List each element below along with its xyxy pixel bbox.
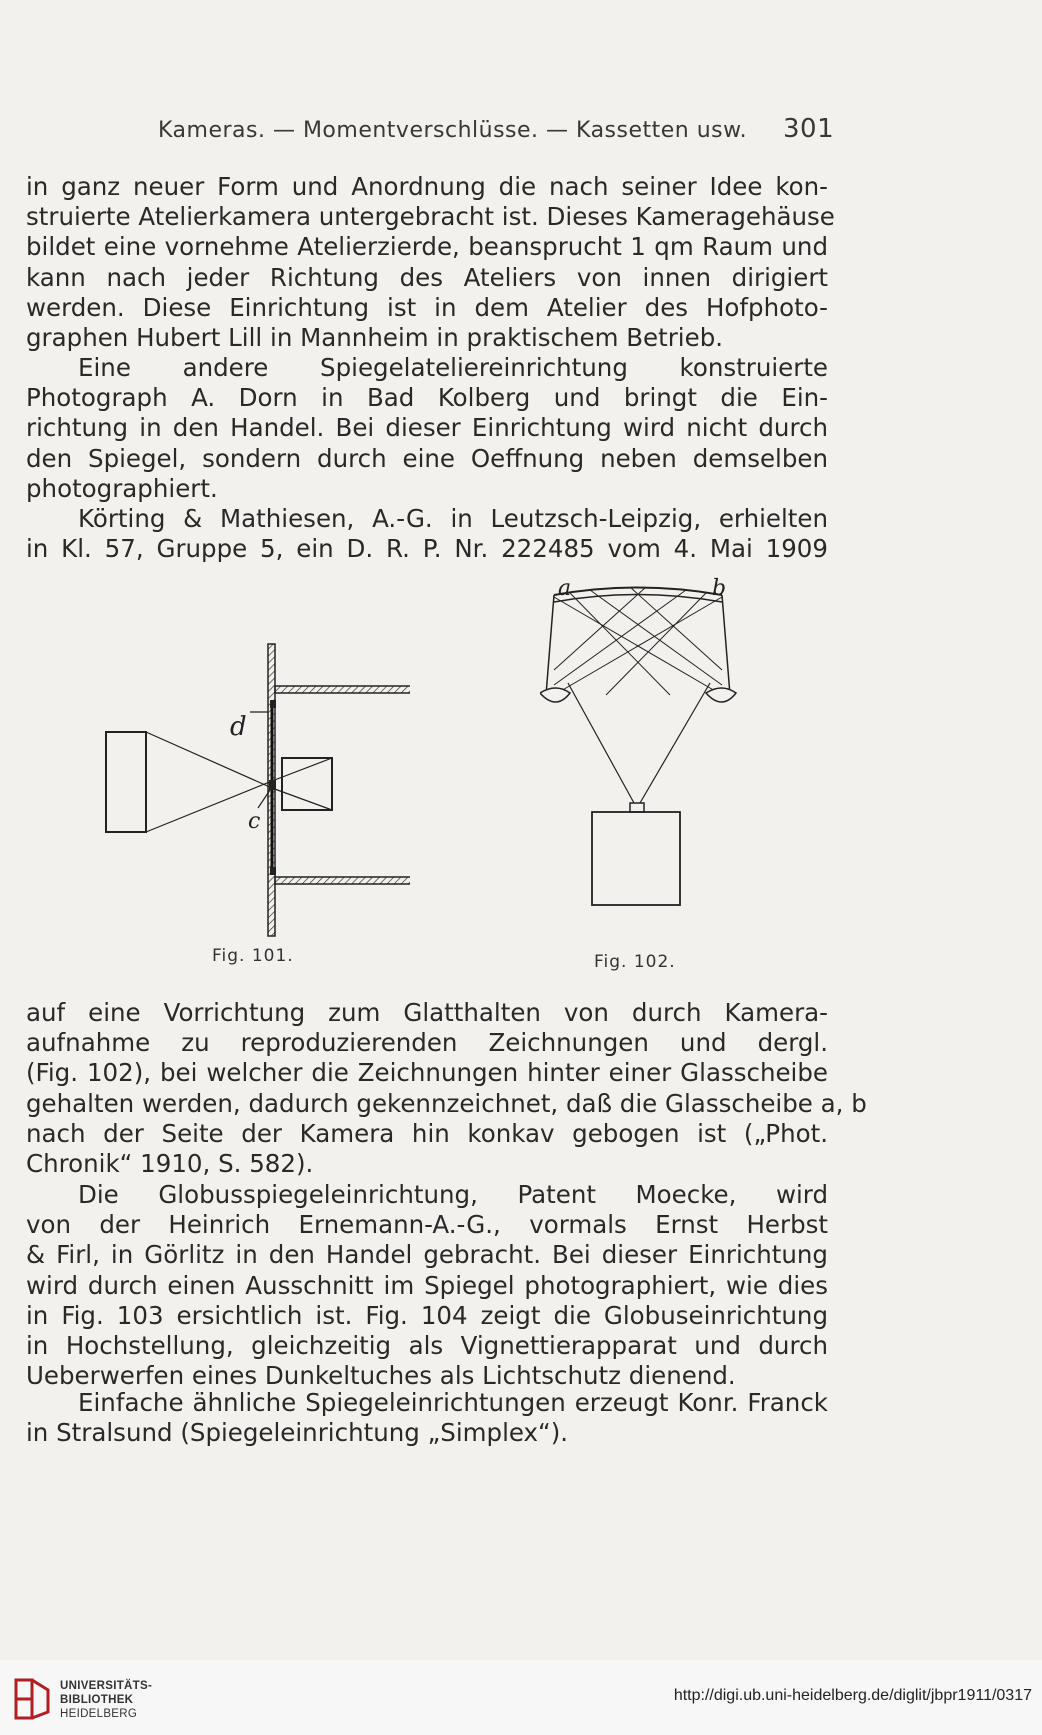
box-bottom [275, 877, 410, 884]
library-logo-icon [12, 1674, 54, 1724]
library-name-line: UNIVERSITÄTS- [60, 1680, 153, 1692]
camera [106, 732, 146, 832]
text-line: den Spiegel, sondern durch eine Oeffnung neben demselben [26, 443, 828, 473]
paragraph-franck [26, 1388, 828, 1448]
text-line: richtung in den Handel. Bei dieser Einrichtung wird nicht durch [26, 413, 828, 443]
text-line: Chronik“ 1910, S. 582). [26, 1149, 314, 1179]
text-line: in Fig. 103 ersichtlich ist. Fig. 104 zeigt die Globuseinrichtung [26, 1300, 828, 1330]
caption-fig-102: Fig. 102. [594, 952, 676, 972]
paragraph-koerting [26, 504, 828, 564]
library-name [60, 1679, 152, 1721]
text-line: nach der Seite der Kamera hin konkav gebogen ist („Phot. [26, 1118, 828, 1148]
label-b: b [712, 576, 727, 601]
text-line: in Kl. 57, Gruppe 5, ein D. R. P. Nr. 222485 vom 4. Mai 1909 [26, 534, 828, 564]
page-number: 301 [783, 114, 835, 144]
text-line: in ganz neuer Form und Anordnung die nach seiner Idee kon- [26, 172, 828, 201]
text-line: kann nach jeder Richtung des Ateliers von innen dirigiert [26, 262, 828, 292]
label-c: c [248, 809, 261, 834]
box-top [275, 686, 410, 693]
text-line: Die Globusspiegeleinrichtung, Patent Moecke, wird [78, 1180, 828, 1209]
source-url-link[interactable]: http://digi.ub.uni-heidelberg.de/diglit/jbpr1911/0317 [673, 1687, 1032, 1704]
label-a: a [558, 576, 572, 601]
text-line: in Stralsund (Spiegeleinrichtung „Simplex“). [26, 1418, 569, 1448]
library-footer [0, 1660, 1042, 1735]
paragraph-glatthalten [26, 998, 867, 1179]
text-line: Eine andere Spiegelateliereinrichtung konstruierte [78, 353, 828, 382]
lamp-right [706, 688, 736, 702]
text-line: Photograph A. Dorn in Bad Kolberg und bringt die Ein- [26, 383, 828, 413]
text-line: von der Heinrich Ernemann-A.-G., vormals Ernst Herbst [26, 1210, 828, 1240]
text-line: (Fig. 102), bei welcher die Zeichnungen hinter einer Glasscheibe [26, 1058, 828, 1088]
running-title: Kameras. — Momentverschlüsse. — Kassetten usw. [158, 118, 748, 143]
paragraph-globusspiegel [26, 1180, 828, 1391]
text-line: werden. Diese Einrichtung ist in dem Atelier des Hofphoto- [26, 292, 828, 322]
text-line: in Hochstellung, gleichzeitig als Vignettierapparat und durch [26, 1331, 828, 1361]
library-name-line: HEIDELBERG [60, 1708, 138, 1720]
text-line: & Firl, in Görlitz in den Handel gebracht. Bei dieser Einrichtung [26, 1240, 828, 1270]
text-line: Körting & Mathiesen, A.-G. in Leutzsch-Leipzig, erhielten [78, 504, 828, 533]
text-line: Einfache ähnliche Spiegeleinrichtungen erzeugt Konr. Franck [78, 1388, 828, 1417]
text-line: struierte Atelierkamera untergebracht ist. Dieses Kameragehäuse [26, 202, 835, 232]
camera [592, 812, 680, 905]
figure-102-diagram [540, 575, 740, 920]
text-line: auf eine Vorrichtung zum Glatthalten von durch Kamera- [26, 998, 828, 1027]
text-line: gehalten werden, dadurch gekennzeichnet, daß die Glasscheibe a, b [26, 1088, 867, 1118]
text-line: aufnahme zu reproduzierenden Zeichnungen und dergl. [26, 1028, 828, 1058]
text-line: bildet eine vornehme Atelierzierde, beansprucht 1 qm Raum und [26, 232, 828, 262]
paragraph-dorn [26, 353, 828, 504]
text-line: wird durch einen Ausschnitt im Spiegel photographiert, wie dies [26, 1270, 828, 1300]
label-d: d [230, 712, 247, 742]
lamp-left [540, 688, 570, 702]
text-line: Ueberwerfen eines Dunkeltuches als Lichtschutz dienend. [26, 1361, 736, 1391]
text-line: graphen Hubert Lill in Mannheim in praktischem Betrieb. [26, 323, 724, 353]
object [282, 758, 332, 810]
lens [630, 803, 644, 812]
caption-fig-101: Fig. 101. [212, 946, 294, 966]
text-line: photographiert. [26, 473, 218, 503]
library-name-line: BIBLIOTHEK [60, 1694, 134, 1706]
paragraph-atelierkamera [26, 172, 835, 353]
figure-101-diagram [100, 640, 410, 940]
